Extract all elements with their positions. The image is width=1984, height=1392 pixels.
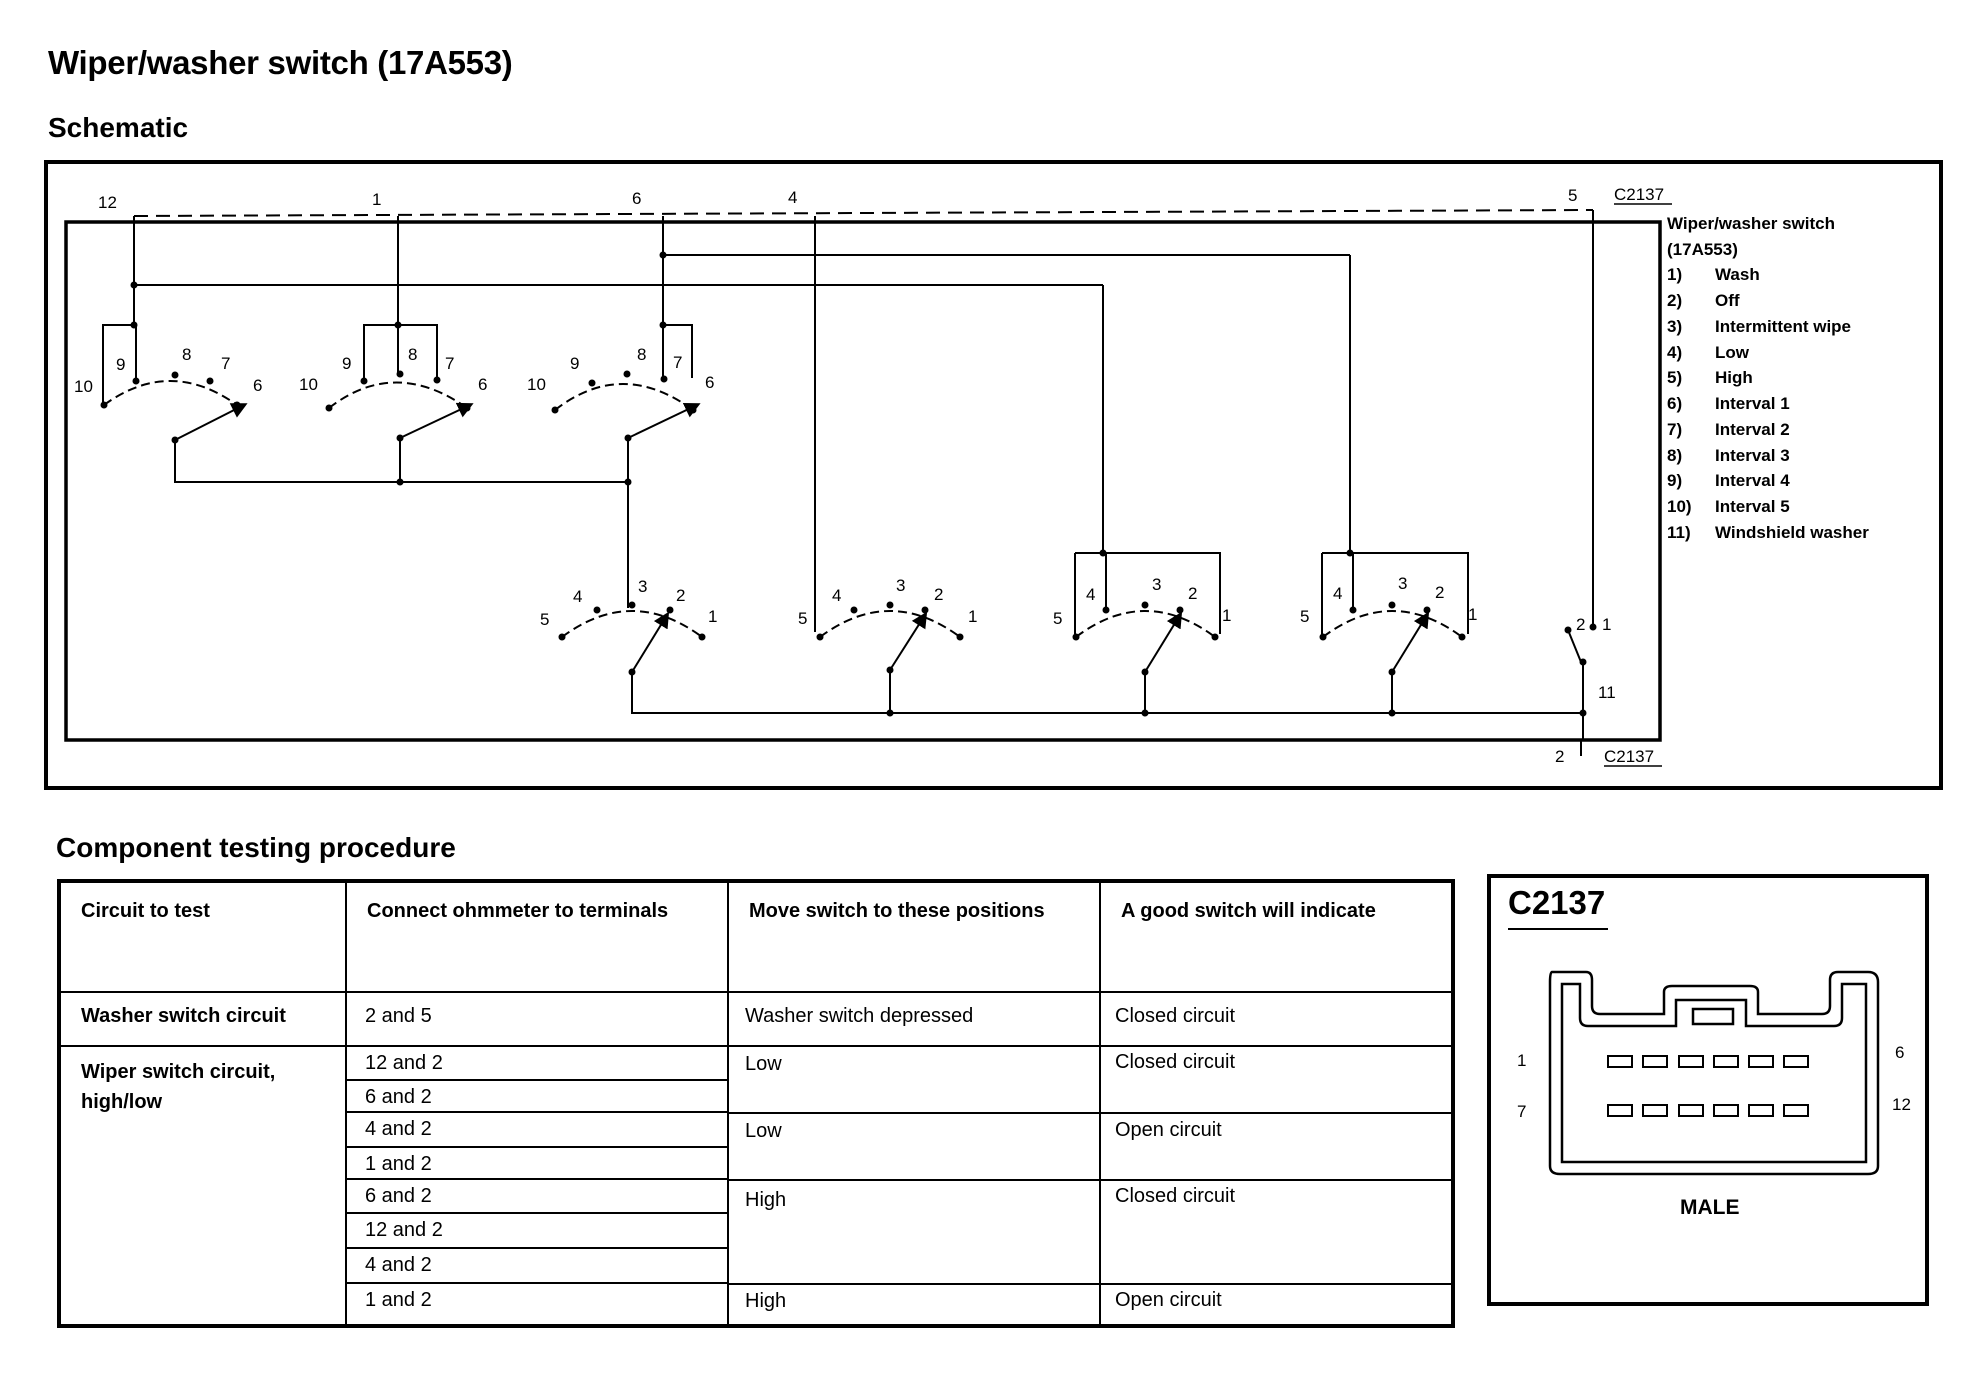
switch-position-label: 1 — [1468, 605, 1478, 624]
pin-label: 5 — [1568, 186, 1578, 205]
pin-label: 2 — [1555, 747, 1565, 766]
terminal-pair: 1 and 2 — [365, 1289, 432, 1311]
table-cell: 2 and 5 — [346, 992, 728, 1046]
connector-label: C2137 — [1614, 185, 1665, 204]
svg-text:6): 6) — [1667, 394, 1683, 413]
legend-item: High — [1715, 368, 1753, 387]
switch-position-label: 1 — [1222, 606, 1232, 625]
switch-position-label: 2 — [676, 586, 686, 605]
connector-dashed-line — [134, 210, 1593, 216]
switch-position-label: 10 — [299, 375, 318, 394]
switch-position-label: 8 — [637, 345, 647, 364]
terminal-pair: 12 and 2 — [347, 1047, 727, 1081]
switch-position-label: 9 — [342, 354, 352, 373]
table-cell: Wiper switch circuit, high/low — [59, 1046, 346, 1326]
connector-panel — [1487, 874, 1929, 1306]
table-cell: Closed circuit — [1100, 992, 1453, 1046]
table-header-row — [59, 881, 1453, 992]
connector-title-underline — [1508, 928, 1608, 930]
switch-position-label: 2 — [1188, 584, 1198, 603]
terminal-pair: 6 and 2 — [347, 1081, 727, 1113]
legend-item: Wash — [1715, 265, 1760, 284]
testing-heading: Component testing procedure — [56, 832, 456, 863]
switch-position-label: 2 — [934, 585, 944, 604]
switch-position-label: 4 — [573, 587, 583, 606]
switch-position-label: 5 — [1053, 609, 1063, 628]
connector-pin-label: 7 — [1517, 1102, 1527, 1121]
terminal-pair: 4 and 2 — [347, 1113, 727, 1148]
page-title: Wiper/washer switch (17A553) — [48, 44, 513, 81]
switch-position-label: 10 — [74, 377, 93, 396]
switch-position-label: 5 — [798, 609, 808, 628]
table-cell: Washer switch circuit — [59, 992, 346, 1046]
table-header: A good switch will indicate — [1100, 881, 1453, 992]
svg-text:3): 3) — [1667, 317, 1683, 336]
switch-position-label: 7 — [221, 354, 231, 373]
result-group: Closed circuit — [1101, 1181, 1451, 1285]
connector-pin-label: 1 — [1517, 1051, 1527, 1070]
legend-item: Off — [1715, 291, 1740, 310]
switch-position-label: 3 — [896, 576, 906, 595]
connector-gender-label: MALE — [1680, 1196, 1740, 1219]
pin-label: 6 — [632, 189, 642, 208]
svg-text:5): 5) — [1667, 368, 1683, 387]
position-group: Low — [729, 1047, 1099, 1114]
switch-position-label: 6 — [705, 373, 715, 392]
table-cell: Washer switch depressed — [728, 992, 1100, 1046]
result-group: Open circuit — [1101, 1114, 1451, 1181]
table-header: Connect ohmmeter to terminals — [346, 881, 728, 992]
legend-item: Interval 1 — [1715, 394, 1790, 413]
switch-position-label: 7 — [445, 354, 455, 373]
switch-position-label: 9 — [116, 355, 126, 374]
switch-position-label: 4 — [1333, 584, 1343, 603]
switch-position-label: 3 — [638, 577, 648, 596]
table-row — [59, 992, 1453, 1046]
table-row — [59, 1046, 1453, 1326]
legend-title: (17A553) — [1667, 240, 1738, 259]
svg-text:1): 1) — [1667, 265, 1683, 284]
pin-label: 1 — [372, 190, 382, 209]
legend-item: Interval 3 — [1715, 446, 1790, 465]
terminal-pair: 4 and 2 — [347, 1249, 727, 1284]
position-group: High — [729, 1181, 1099, 1285]
connector-pin-label: 12 — [1892, 1095, 1911, 1114]
contact-label: 2 — [1576, 615, 1586, 634]
switch-position-label: 8 — [408, 345, 418, 364]
legend-item: Interval 5 — [1715, 497, 1790, 516]
result-group: Closed circuit — [1101, 1047, 1451, 1114]
legend-item: Interval 4 — [1715, 471, 1790, 490]
table-cell-results — [1100, 1046, 1453, 1326]
testing-table — [57, 879, 1455, 1328]
position-group: Low — [729, 1114, 1099, 1181]
connector-pin-label: 6 — [1895, 1043, 1905, 1062]
switch-position-label: 8 — [182, 345, 192, 364]
switch-position-label: 7 — [673, 353, 683, 372]
pin-label: 4 — [788, 188, 798, 207]
schematic-legend — [1667, 214, 1869, 542]
legend-item: Interval 2 — [1715, 420, 1790, 439]
terminal-pair: 12 and 2 — [347, 1214, 727, 1249]
switch-position-label: 2 — [1435, 583, 1445, 602]
switch-position-label: 4 — [1086, 585, 1096, 604]
switch-position-label: 3 — [1152, 575, 1162, 594]
connector-label: C2137 — [1604, 747, 1655, 766]
schematic-heading: Schematic — [48, 112, 189, 143]
terminal-pair: 6 and 2 — [347, 1180, 727, 1214]
switch-position-label: 3 — [1398, 574, 1408, 593]
connector-title: C2137 — [1508, 884, 1606, 921]
svg-text:4): 4) — [1667, 343, 1683, 362]
contact-label: 1 — [1602, 615, 1612, 634]
table-cell-terminals — [346, 1046, 728, 1326]
svg-text:2): 2) — [1667, 291, 1683, 310]
switch-position-label: 6 — [253, 376, 263, 395]
svg-text:7): 7) — [1667, 420, 1683, 439]
terminal-pair: 1 and 2 — [347, 1148, 727, 1180]
legend-item: Intermittent wipe — [1715, 317, 1852, 336]
legend-title: Wiper/washer switch — [1667, 214, 1836, 233]
contact-label: 11 — [1598, 683, 1616, 702]
switch-position-label: 1 — [708, 607, 718, 626]
switch-position-label: 9 — [570, 354, 580, 373]
switch-position-label: 5 — [540, 610, 550, 629]
switch-position-label: 4 — [832, 586, 842, 605]
switch-position-label: 10 — [527, 375, 546, 394]
legend-item: Low — [1715, 343, 1749, 362]
table-header: Circuit to test — [59, 881, 346, 992]
svg-text:8): 8) — [1667, 446, 1683, 465]
switch-position-label: 5 — [1300, 607, 1310, 626]
result-group: Open circuit — [1115, 1289, 1222, 1311]
position-group: High — [745, 1290, 787, 1312]
table-cell-positions — [728, 1046, 1100, 1326]
svg-text:10): 10) — [1667, 497, 1692, 516]
svg-text:9): 9) — [1667, 471, 1683, 490]
table-header: Move switch to these positions — [728, 881, 1100, 992]
switch-position-label: 6 — [478, 375, 488, 394]
legend-item: Windshield washer — [1715, 523, 1869, 542]
switch-position-label: 1 — [968, 607, 978, 626]
pin-label: 12 — [98, 193, 117, 212]
svg-text:11): 11) — [1667, 523, 1691, 542]
